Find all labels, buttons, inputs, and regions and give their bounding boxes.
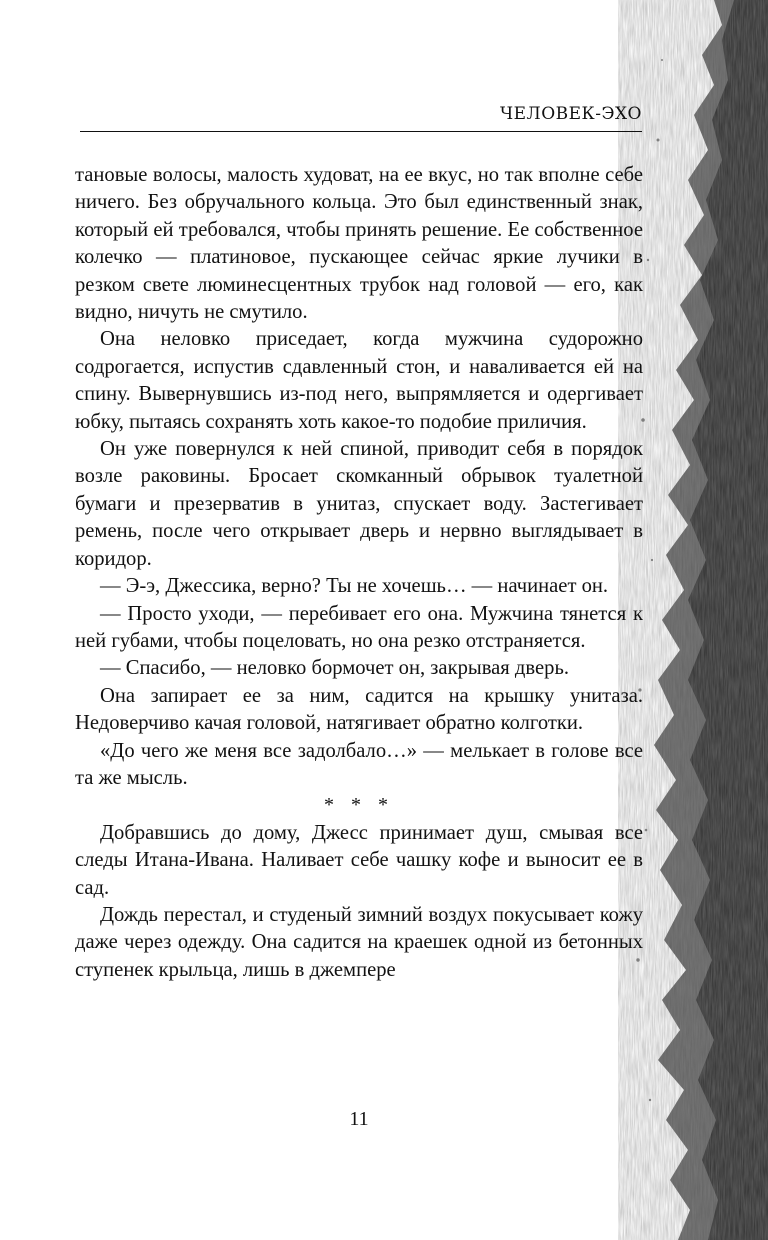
paragraph: «До чего же меня все задолбало…» — мелькает в голове все та же мысль. [75,739,643,789]
paragraph: Дождь перестал, и студеный зимний воздух покусывает кожу даже через одежду. Она садится на краешек одной из бетонных ступенек крыльца, лишь в джемпере [75,903,643,981]
paragraph: — Спасибо, — неловко бормочет он, закрывая дверь. [100,657,569,680]
section-separator: * * * [324,794,394,817]
paragraph: — Просто уходи, — перебивает его она. Мужчина тянется к ней губами, чтобы поцеловать, но она резко отстраняется. [75,602,643,652]
paragraph: Она запирает ее за ним, садится на крышку унитаза. Недоверчиво качая головой, натягивает обратно колготки. [75,684,643,735]
header-rule [80,131,642,132]
body-text [75,162,643,984]
paragraph: Добравшись до дому, Джесс принимает душ, смывая все следы Итана-Ивана. Наливает себе чашку кофе и выносит ее в сад. [75,821,643,899]
page-number: 11 [349,1108,369,1130]
paragraph: Она неловко приседает, когда мужчина судорожно содрогается, испустив сдавленный стон, и наваливается ей на спину. Вывернувшись из-под него, выпрямляется и одергивает юбку, пытаясь сохранять хоть какое-то подобие приличия. [75,328,643,433]
paragraph: — Э-э, Джессика, верно? Ты не хочешь… — начинает он. [100,575,609,598]
paragraph: тановые волосы, малость худоват, на ее вкус, но так вполне себе ничего. Без обручального кольца. Это был единственный знак, который ей требовался, чтобы принять решение. Ее собственное колечко — платиновое, пускающее сейчас яркие лучики в резком свете люминесцентных трубок над головой — его, как видно, ничуть не смутило. [75,164,643,324]
running-header-title: ЧЕЛОВЕК-ЭХО [499,104,642,124]
paragraph: Он уже повернулся к ней спиной, приводит себя в порядок возле раковины. Бросает скомканный обрывок туалетной бумаги и презерватив в унитаз, спускает воду. Застегивает ремень, после чего открывает дверь и нервно выглядывает в коридор. [75,438,643,570]
